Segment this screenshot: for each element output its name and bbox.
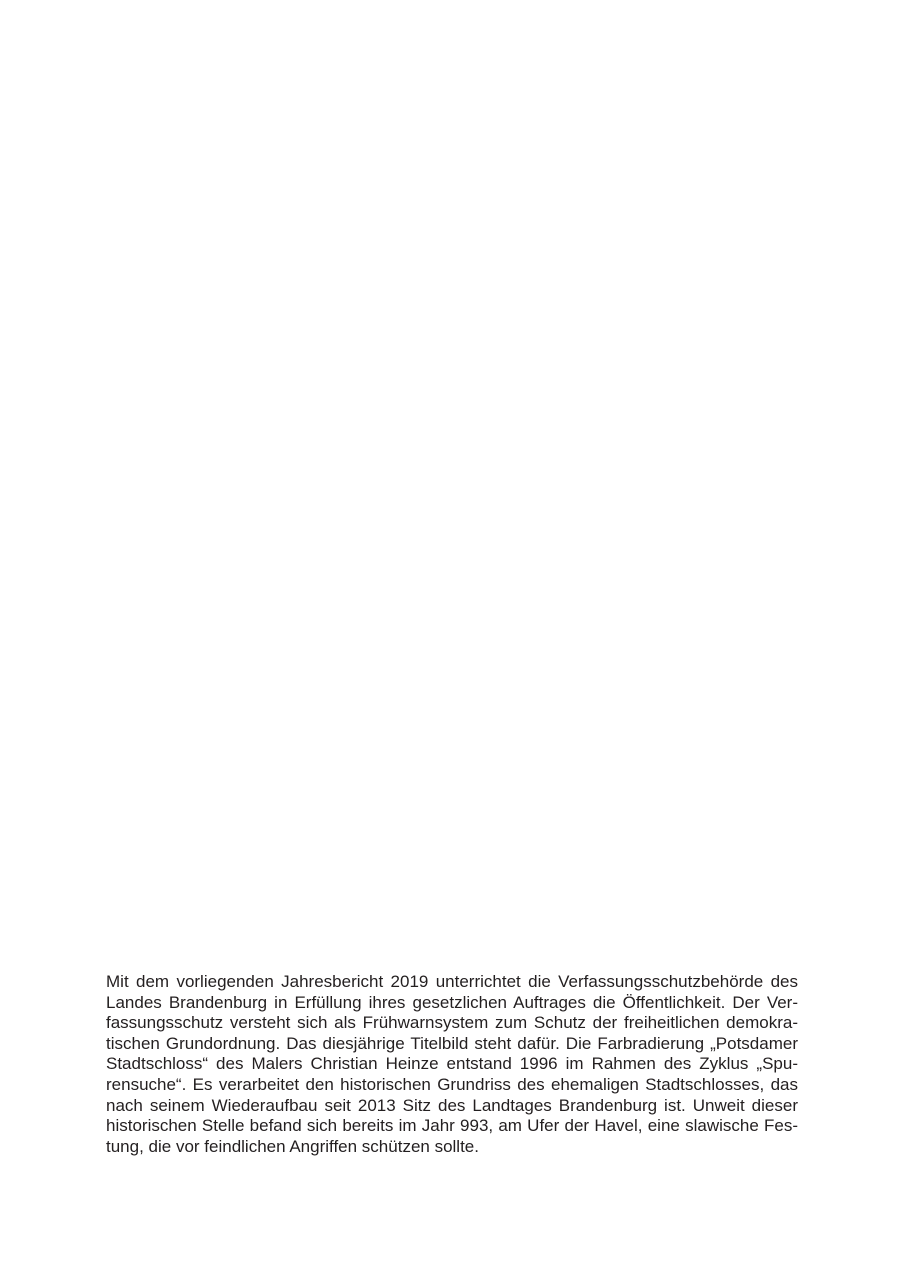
paragraph-line: tischen Grundordnung. Das diesjährige Titelbild steht dafür. Die Farbradierung „Potsdamer xyxy=(106,1033,798,1053)
paragraph-line: Stadtschloss“ des Malers Christian Heinze entstand 1996 im Rahmen des Zyklus „Spu- xyxy=(106,1054,798,1074)
paragraph-line: Mit dem vorliegenden Jahresbericht 2019 unterrichtet die Verfassungsschutzbehörde des xyxy=(106,972,798,991)
paragraph-line: tung, die vor feindlichen Angriffen schützen sollte. xyxy=(106,1136,479,1156)
paragraph-line: rensuche“. Es verarbeitet den historischen Grundriss des ehemaligen Stadtschlosses, das xyxy=(106,1074,798,1094)
paragraph-line: nach seinem Wiederaufbau seit 2013 Sitz des Landtages Brandenburg ist. Unweit dieser xyxy=(106,1095,798,1115)
paragraph-line: fassungsschutz versteht sich als Frühwarnsystem zum Schutz der freiheitlichen demokra- xyxy=(106,1013,798,1033)
paragraph-line: Landes Brandenburg in Erfüllung ihres gesetzlichen Auftrages die Öffentlichkeit. Der Ver- xyxy=(106,992,798,1012)
intro-paragraph xyxy=(106,972,798,1157)
paragraph-line: historischen Stelle befand sich bereits im Jahr 993, am Ufer der Havel, eine slawische Fes- xyxy=(106,1116,798,1136)
